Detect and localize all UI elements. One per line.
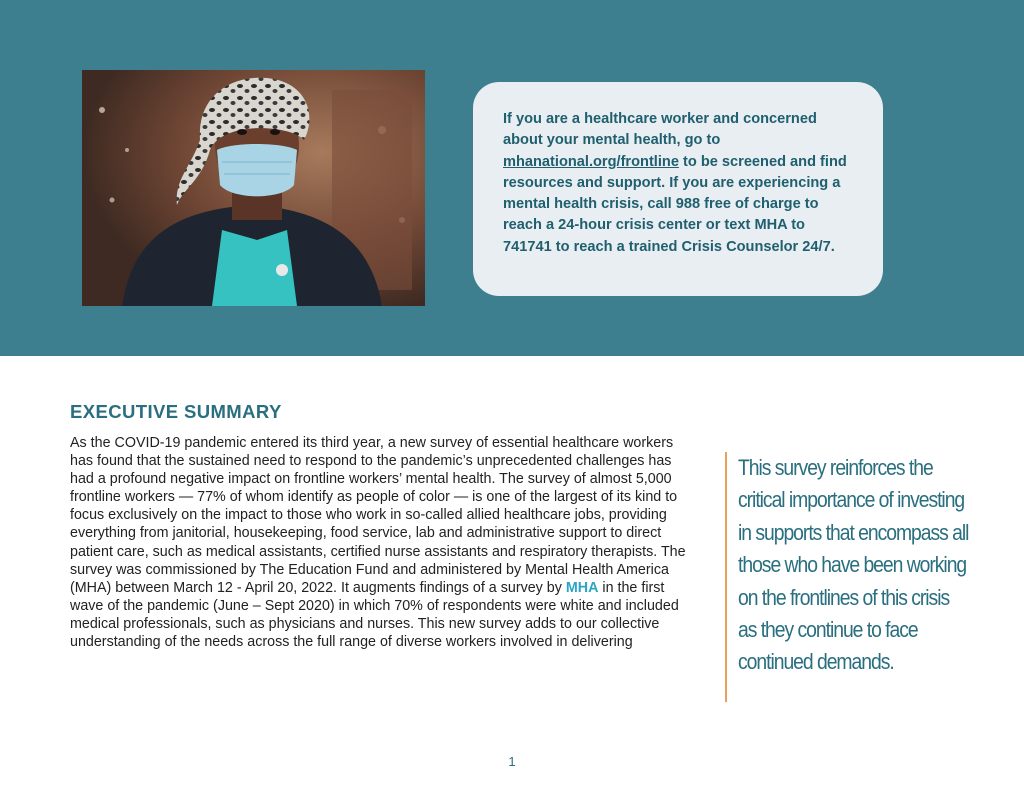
summary-body-part-1: As the COVID-19 pandemic entered its third year, a new survey of essential healthcare workers has found that the sustained need to respond to the pandemic’s unprecedented challenges has had a profound negative impact on frontline workers’ mental health. The survey of almost 5,000 frontline workers — 77% of whom identify as people of color — is one of the largest of its kind to focus exclusively on the impact to those who work in so-called allied healthcare jobs, providing everything from janitorial, housekeeping, food service, lab and administrative support to direct patient care, such as medical assistants, certified nurse assistants and respiratory therapists. The survey was commissioned by The Education Fund and administered by Mental Health America (MHA) between March 12 - April 20, 2022. It augments findings of a survey by [70, 435, 686, 596]
healthcare-worker-photo [82, 70, 425, 306]
frontline-link[interactable]: mhanational.org/frontline [503, 153, 679, 170]
header-banner [0, 0, 1024, 356]
page-number: 1 [508, 754, 516, 769]
executive-summary-body [70, 434, 690, 651]
summary-body-part-2: in the first wave of the pandemic (June – Sept 2020) in which 70% of respondents were white and included medical professionals, such as physicians and nurses. This new survey adds to our collective understanding of the needs across the full range of diverse workers involved in delivering [70, 579, 679, 651]
pull-quote-text: This survey reinforces the critical importance of investing in supports that encompass all those who have been working on the frontlines of this crisis as they continue to face continued demands. [738, 455, 969, 675]
mha-link[interactable]: MHA [565, 579, 599, 596]
callout-text [503, 109, 853, 258]
callout-text-rest: to be screened and find resources and support. If you are experiencing a mental health crisis, call 988 free of charge to reach a 24-hour crisis center or text MHA to 741741 to reach a trained Crisis Counselor 24/7. [503, 153, 847, 255]
callout-text-intro: If you are a healthcare worker and concerned about your mental health, go to [503, 111, 817, 149]
crisis-resources-callout [473, 82, 883, 296]
executive-summary-heading: EXECUTIVE SUMMARY [70, 401, 282, 422]
pull-quote [725, 452, 969, 702]
